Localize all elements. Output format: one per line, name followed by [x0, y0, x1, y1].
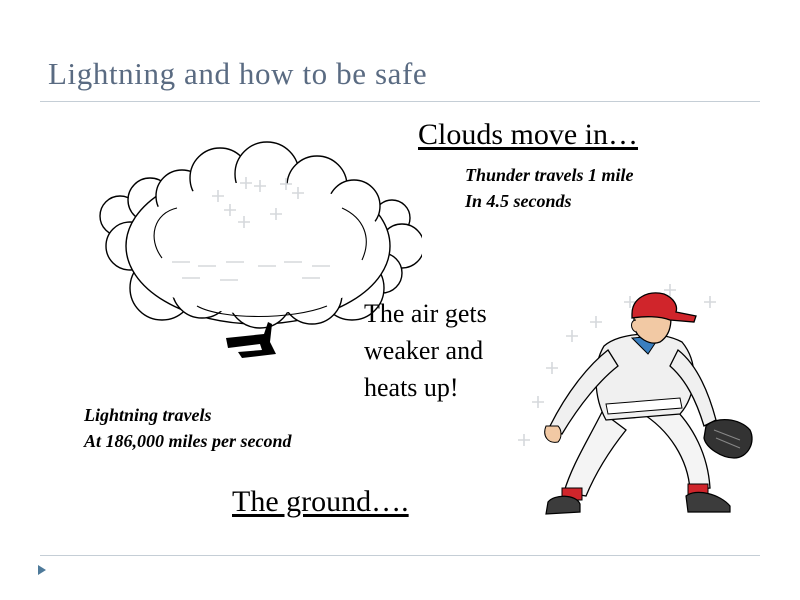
baseball-player-illustration	[510, 280, 760, 535]
thunder-line-2: In 4.5 seconds	[465, 191, 572, 211]
play-triangle-icon	[37, 564, 47, 576]
clouds-heading: Clouds move in…	[418, 118, 639, 151]
lightning-fact	[84, 402, 292, 454]
footer-divider	[40, 555, 760, 556]
slide-title: Lightning and how to be safe	[48, 56, 428, 91]
lightning-line-2: At 186,000 miles per second	[84, 431, 292, 451]
air-text	[364, 295, 487, 406]
air-line-3: heats up!	[364, 373, 459, 402]
lightning-line-1: Lightning travels	[84, 405, 212, 425]
air-line-2: weaker and	[364, 336, 484, 365]
baseball-glove	[704, 420, 752, 458]
thunder-fact	[465, 162, 634, 214]
title-divider	[40, 101, 760, 102]
ground-heading: The ground….	[232, 485, 409, 518]
air-line-1: The air gets	[364, 299, 487, 328]
thunder-line-1: Thunder travels 1 mile	[465, 165, 634, 185]
